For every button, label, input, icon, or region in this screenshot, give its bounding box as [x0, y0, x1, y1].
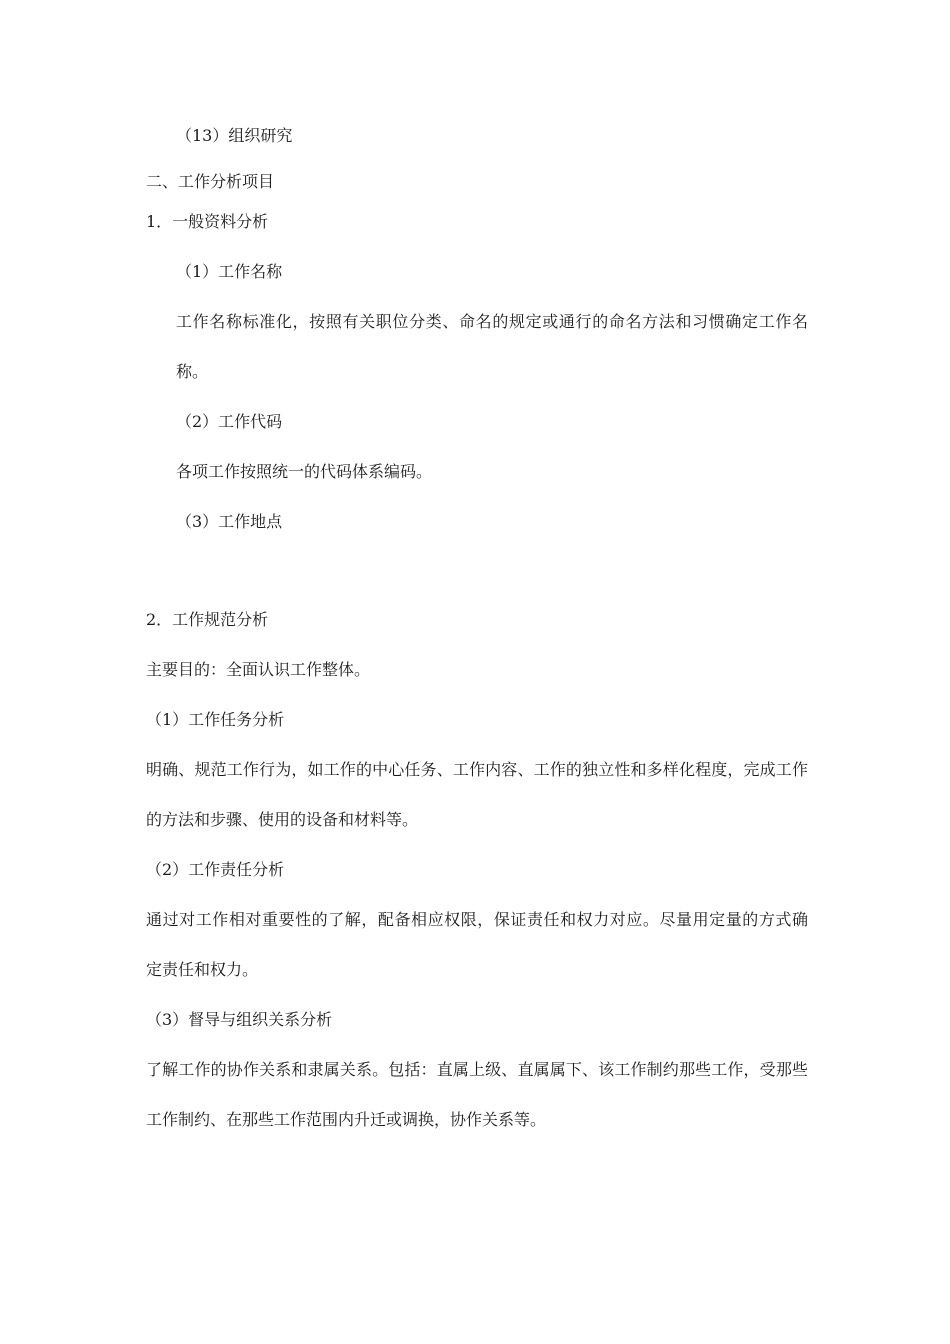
paragraph-supervision-line2: 工作制约、在那些工作范围内升迁或调换，协作关系等。	[146, 1110, 547, 1129]
item-3-supervision-analysis: （3）督导与组织关系分析	[146, 1010, 333, 1029]
item-13-org-research: （13）组织研究	[176, 126, 293, 145]
main-purpose: 主要目的：全面认识工作整体。	[146, 660, 371, 679]
paragraph-job-title-line1: 工作名称标准化，按照有关职位分类、命名的规定或通行的命名方法和习惯确定工作名	[176, 312, 808, 331]
paragraph-task-line2: 的方法和步骤、使用的设备和材料等。	[146, 810, 419, 829]
paragraph-responsibility-line2: 定责任和权力。	[146, 960, 259, 979]
item-2-responsibility-analysis: （2）工作责任分析	[146, 860, 285, 879]
subsection-1-heading: 1．一般资料分析	[146, 212, 269, 231]
subsection-2-heading: 2．工作规范分析	[146, 610, 269, 629]
item-1-task-analysis: （1）工作任务分析	[146, 710, 285, 729]
paragraph-task-line1: 明确、规范工作行为，如工作的中心任务、工作内容、工作的独立性和多样化程度，完成工作	[146, 760, 808, 779]
paragraph-responsibility-line1: 通过对工作相对重要性的了解，配备相应权限，保证责任和权力对应。尽量用定量的方式确	[146, 910, 808, 929]
paragraph-job-code: 各项工作按照统一的代码体系编码。	[176, 462, 433, 481]
item-3-job-location: （3）工作地点	[176, 512, 283, 531]
item-2-job-code: （2）工作代码	[176, 412, 283, 431]
section-2-heading: 二、工作分析项目	[146, 172, 275, 191]
paragraph-job-title-line2: 称。	[176, 362, 209, 381]
item-1-job-title: （1）工作名称	[176, 262, 283, 281]
paragraph-supervision-line1: 了解工作的协作关系和隶属关系。包括：直属上级、直属属下、该工作制约那些工作，受那些	[146, 1060, 808, 1079]
